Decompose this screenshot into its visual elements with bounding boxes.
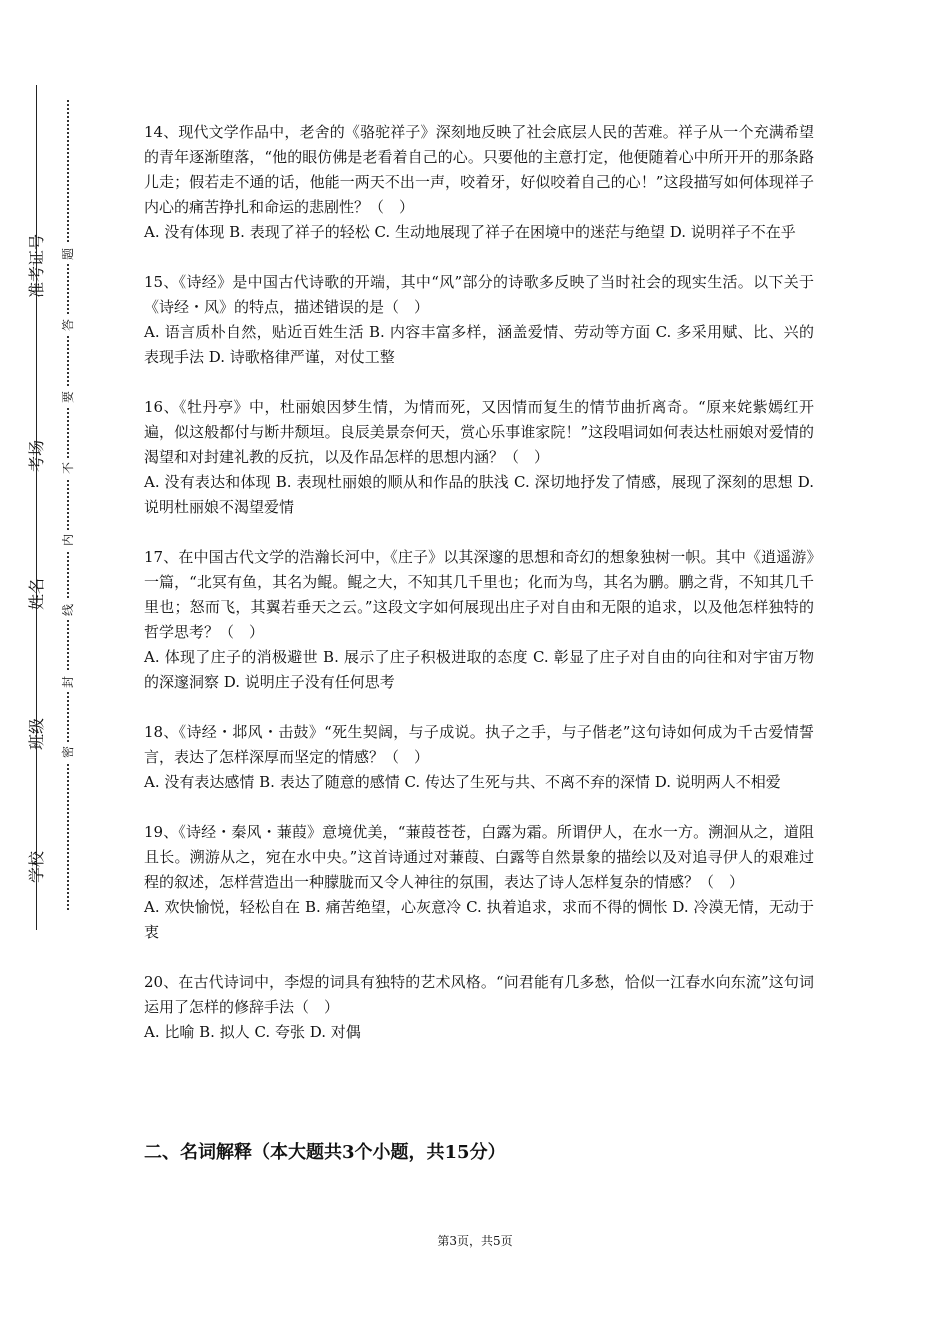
field-class-label: 班级 <box>27 717 46 750</box>
seal-char: 封 <box>58 672 78 692</box>
question-stem: 14、现代文学作品中，老舍的《骆驼祥子》深刻地反映了社会底层人民的苦难。祥子从一个充满希望的青年逐渐堕落，“他的眼仿佛是老看着自己的心。只要他的主意打定，他便随着心中所开开的那条路儿走；假若走不通的话，他能一两天不出一声，咬着牙，好似咬着自己的心！”这段描写如何体现祥子内心的痛苦挣扎和命运的悲剧性？（ ） <box>144 123 814 216</box>
question-14 <box>144 120 814 245</box>
seal-char: 不 <box>58 458 78 478</box>
seal-char: 密 <box>58 742 78 762</box>
seal-char: 题 <box>58 244 78 264</box>
field-exam-number-label: 准考证号 <box>27 233 46 298</box>
page-footer: 第3页，共5页 <box>437 1234 513 1248</box>
question-options: A. 比喻 B. 拟人 C. 夸张 D. 对偶 <box>144 1023 361 1041</box>
question-options: A. 没有体现 B. 表现了祥子的轻松 C. 生动地展现了祥子在困境中的迷茫与绝望 D. 说明祥子不在乎 <box>144 223 796 241</box>
question-options: A. 体现了庄子的消极避世 B. 展示了庄子积极进取的态度 C. 彰显了庄子对自由的向往和对宇宙万物的深邃洞察 D. 说明庄子没有任何思考 <box>144 648 814 691</box>
binding-margin <box>0 0 110 1344</box>
question-stem: 17、在中国古代文学的浩瀚长河中，《庄子》以其深邃的思想和奇幻的想象独树一帜。其中《逍遥游》一篇，“北冥有鱼，其名为鲲。鲲之大，不知其几千里也；化而为鸟，其名为鹏。鹏之背，不知其几千里也；怒而飞，其翼若垂天之云。”这段文字如何展现出庄子对自由和无限的追求，以及他怎样独特的哲学思考？（ ） <box>144 548 814 641</box>
question-19 <box>144 820 814 945</box>
question-options: A. 语言质朴自然，贴近百姓生活 B. 内容丰富多样，涵盖爱情、劳动等方面 C. 多采用赋、比、兴的表现手法 D. 诗歌格律严谨，对仗工整 <box>144 323 814 366</box>
section-title: 二、名词解释（本大题共3个小题，共15分） <box>144 1142 506 1163</box>
binding-dotted-line <box>67 100 69 910</box>
seal-char: 线 <box>58 600 78 620</box>
binding-solid-line <box>36 85 37 930</box>
question-stem: 15、《诗经》是中国古代诗歌的开端，其中“风”部分的诗歌多反映了当时社会的现实生活。以下关于《诗经・风》的特点，描述错误的是（ ） <box>144 273 814 316</box>
field-exam-room-label: 考场 <box>27 439 46 472</box>
question-15 <box>144 270 814 370</box>
question-stem: 19、《诗经・秦风・蒹葭》意境优美，“蒹葭苍苍，白露为霜。所谓伊人，在水一方。溯洄从之，道阻且长。溯游从之，宛在水中央。”这首诗通过对蒹葭、白露等自然景象的描绘以及对追寻伊人的艰难过程的叙述，怎样营造出一种朦胧而又令人神往的氛围，表达了诗人怎样复杂的情感？（ ） <box>144 823 814 891</box>
question-stem: 16、《牡丹亭》中，杜丽娘因梦生情，为情而死，又因情而复生的情节曲折离奇。“原来姹紫嫣红开遍，似这般都付与断井颓垣。良辰美景奈何天，赏心乐事谁家院！”这段唱词如何表达杜丽娘对爱情的渴望和对封建礼教的反抗，以及作品怎样的思想内涵？（ ） <box>144 398 814 466</box>
question-stem: 18、《诗经・邶风・击鼓》“死生契阔，与子成说。执子之手，与子偕老”这句诗如何成为千古爱情誓言，表达了怎样深厚而坚定的情感？（ ） <box>144 723 814 766</box>
seal-char: 答 <box>58 315 78 335</box>
question-options: A. 欢快愉悦，轻松自在 B. 痛苦绝望，心灰意冷 C. 执着追求，求而不得的惆怅 D. 冷漠无情，无动于衷 <box>144 898 814 941</box>
question-17 <box>144 545 814 695</box>
question-stem: 20、在古代诗词中，李煜的词具有独特的艺术风格。“问君能有几多愁，恰似一江春水向东流”这句词运用了怎样的修辞手法（ ） <box>144 973 814 1016</box>
question-options: A. 没有表达感情 B. 表达了随意的感情 C. 传达了生死与共、不离不弃的深情 D. 说明两人不相爱 <box>144 773 781 791</box>
field-school-label: 学校 <box>27 850 46 883</box>
seal-char: 内 <box>58 530 78 550</box>
seal-char: 要 <box>58 387 78 407</box>
question-options: A. 没有表达和体现 B. 表现杜丽娘的顺从和作品的肤浅 C. 深切地抒发了情感，展现了深刻的思想 D. 说明杜丽娘不渴望爱情 <box>144 473 814 516</box>
question-20 <box>144 970 814 1045</box>
question-16 <box>144 395 814 520</box>
question-18 <box>144 720 814 795</box>
question-list <box>144 120 814 1070</box>
field-name-label: 姓名 <box>27 577 46 610</box>
